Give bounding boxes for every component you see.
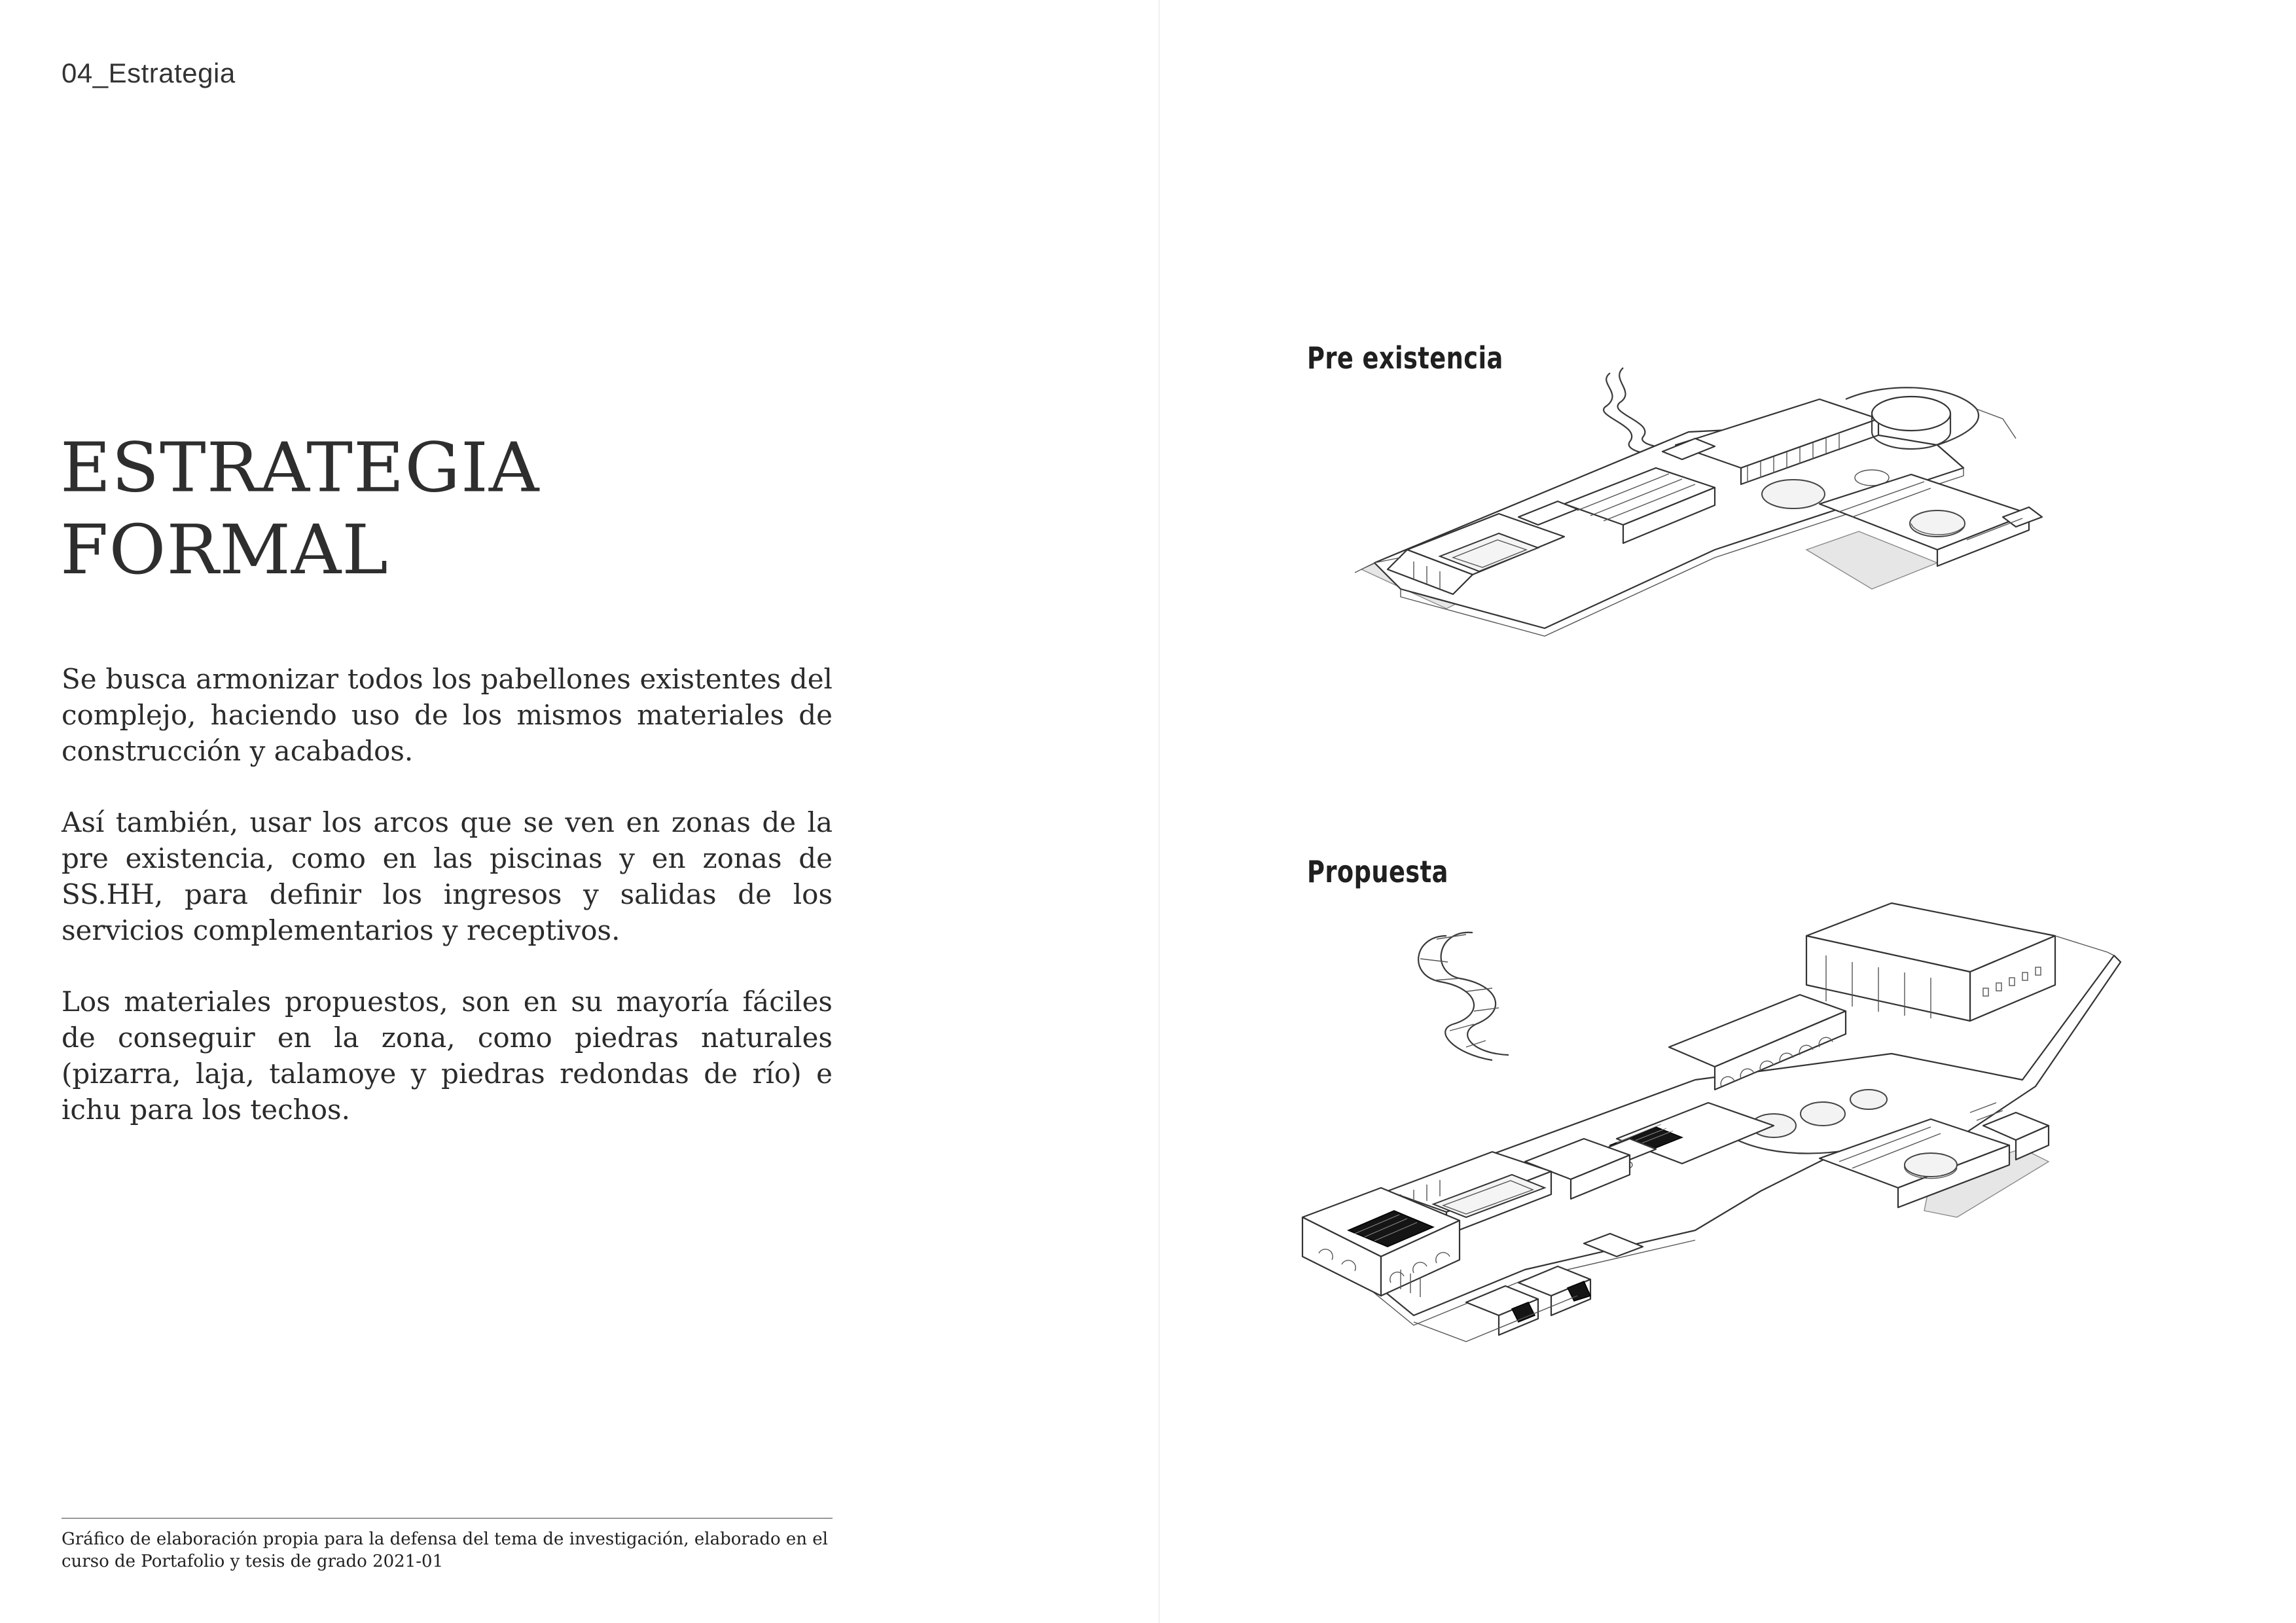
pre-existence-axonometric [1348, 353, 2068, 668]
proposal-label: Propuesta [1307, 854, 1448, 889]
footnote: Gráfico de elaboración propia para la defensa del tema de investigación, elaborado en el curso de Portafolio y tesis de grado 2021-01 [62, 1529, 828, 1571]
title-line-2: FORMAL [60, 510, 389, 590]
paragraph-2: Así también, usar los arcos que se ven en zonas de la pre existencia, como en las piscinas y en zonas de SS.HH, para definir los ingresos y salidas de los servicios complementarios y receptivos. [62, 806, 833, 946]
pre-existence-label: Pre existencia [1307, 340, 1503, 376]
page-spread-divider [1158, 0, 1160, 1623]
footnote-divider [62, 1518, 833, 1519]
body-text [62, 661, 833, 1163]
section-label: 04_Estrategia [62, 58, 236, 88]
proposal-axonometric [1302, 864, 2140, 1361]
page-title [60, 427, 539, 592]
paragraph-3: Los materiales propuestos, son en su mayoría fáciles de conseguir en la zona, como piedras naturales (pizarra, laja, talamoye y piedras redondas de río) e ichu para los techos. [62, 986, 833, 1126]
title-line-1: ESTRATEGIA [60, 428, 540, 508]
paragraph-1: Se busca armonizar todos los pabellones existentes del complejo, haciendo uso de los mismos materiales de construcción y acabados. [62, 663, 833, 767]
